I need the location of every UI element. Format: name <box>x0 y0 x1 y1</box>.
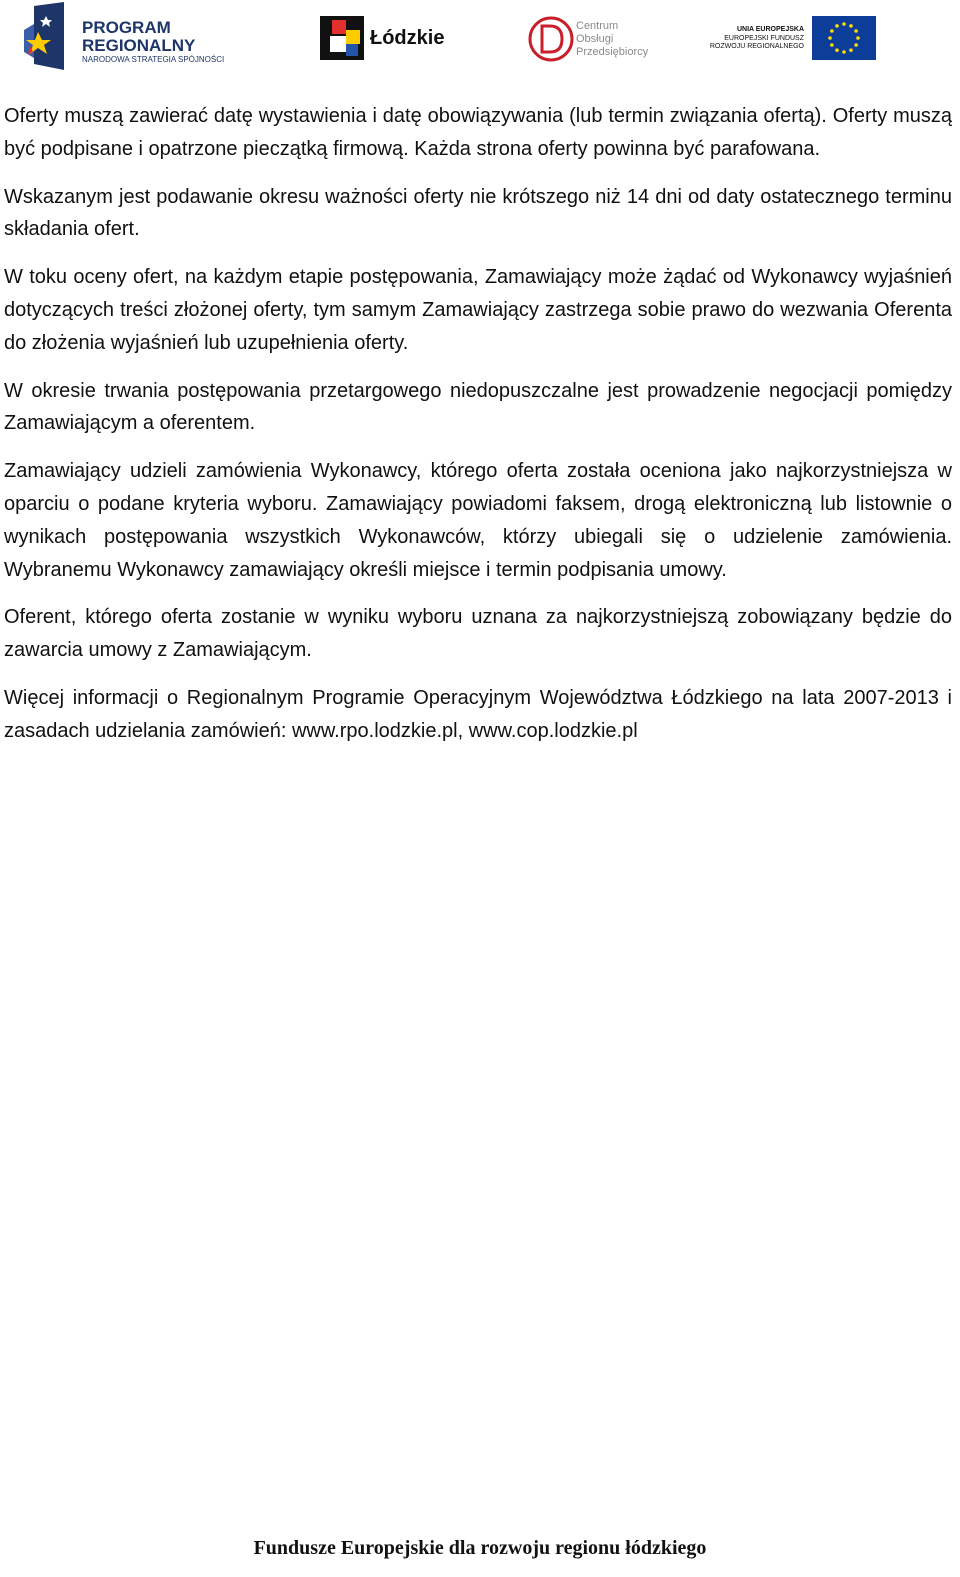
paragraph-negotiations: W okresie trwania postępowania przetargowego niedopuszczalne jest prowadzenie negocjacji pomiędzy Zamawiającym a oferentem. <box>4 379 952 435</box>
logo-bar <box>0 0 960 80</box>
centrum-line1: Centrum <box>576 20 619 32</box>
paragraph-more-info: Więcej informacji o Regionalnym Programie Operacyjnym Województwa Łódzkiego na lata 2007-2013 i zasadach udzielania zamówień: www.rpo.lodzkie.pl, www.cop.lodzkie.pl <box>4 686 952 742</box>
page-footer: Fundusze Europejskie dla rozwoju regionu łódzkiego <box>253 1537 707 1559</box>
eu-star <box>856 36 860 40</box>
eu-star <box>842 50 846 54</box>
eu-star <box>849 24 853 28</box>
eu-star <box>842 22 846 26</box>
eu-logo <box>706 16 876 62</box>
eu-star <box>830 43 834 47</box>
eu-flag-icon <box>812 16 876 60</box>
eu-star <box>830 29 834 33</box>
paragraph-contract-obligation: Oferent, którego oferta zostanie w wyniku wyboru uznana za najkorzystniejszą zobowiązany będzie do zawarcia umowy z Zamawiającym. <box>4 606 952 662</box>
program-regionalny-emblem-icon <box>24 2 68 70</box>
eu-line3: ROZWOJU REGIONALNEGO <box>709 43 804 50</box>
paragraph-offer-validity: Wskazanym jest podawanie okresu ważności oferty nie krótszego niż 14 dni od daty ostatecznego terminu składania ofert. <box>4 185 952 241</box>
centrum-obslugi-logo <box>528 16 649 64</box>
centrum-line3: Przedsiębiorcy <box>576 46 649 58</box>
paragraph-contract-award: Zamawiający udzieli zamówienia Wykonawcy, którego oferta została oceniona jako najkorzystniejsza w oparciu o podane kryteria wyboru. Zamawiający powiadomi faksem, drogą elektroniczną lub listownie o wynikach postępowania wszystkich Wykonawców, którzy ubiegali się o udzielenie zamówienia. Wybranemu Wykonawcy zamawiający określi miejsce i termin podpisania umowy. <box>4 460 952 581</box>
lodzkie-logo <box>320 16 445 62</box>
eu-star <box>849 48 853 52</box>
eu-line1: UNIA EUROPEJSKA <box>736 26 804 33</box>
program-regionalny-logo <box>24 2 244 72</box>
centrum-line2: Obsługi <box>576 33 614 45</box>
eu-star <box>828 36 832 40</box>
centrum-emblem-icon <box>528 16 574 62</box>
eu-star <box>835 24 839 28</box>
lodzkie-emblem-icon <box>320 16 364 60</box>
program-regionalny-line2: REGIONALNY <box>82 36 196 55</box>
program-regionalny-line3: NARODOWA STRATEGIA SPÓJNOŚCI <box>82 55 225 64</box>
program-regionalny-line1: PROGRAM <box>82 18 171 37</box>
eu-star <box>854 29 858 33</box>
paragraph-explanations: W toku oceny ofert, na każdym etapie postępowania, Zamawiający może żądać od Wykonawcy wyjaśnień dotyczących treści złożonej oferty, tym samym Zamawiający zastrzega sobie prawo do wezwania Oferenta do złożenia wyjaśnień lub uzupełnienia oferty. <box>4 266 952 354</box>
eu-star <box>854 43 858 47</box>
eu-star <box>835 48 839 52</box>
eu-line2: EUROPEJSKI FUNDUSZ <box>724 35 804 42</box>
paragraph-offer-dates: Oferty muszą zawierać datę wystawienia i datę obowiązywania (lub termin związania ofertą). Oferty muszą być podpisane i opatrzone pieczątką firmową. Każda strona oferty powinna być parafowana. <box>4 105 952 160</box>
document-body <box>4 100 952 763</box>
lodzkie-label: Łódzkie <box>370 27 445 49</box>
